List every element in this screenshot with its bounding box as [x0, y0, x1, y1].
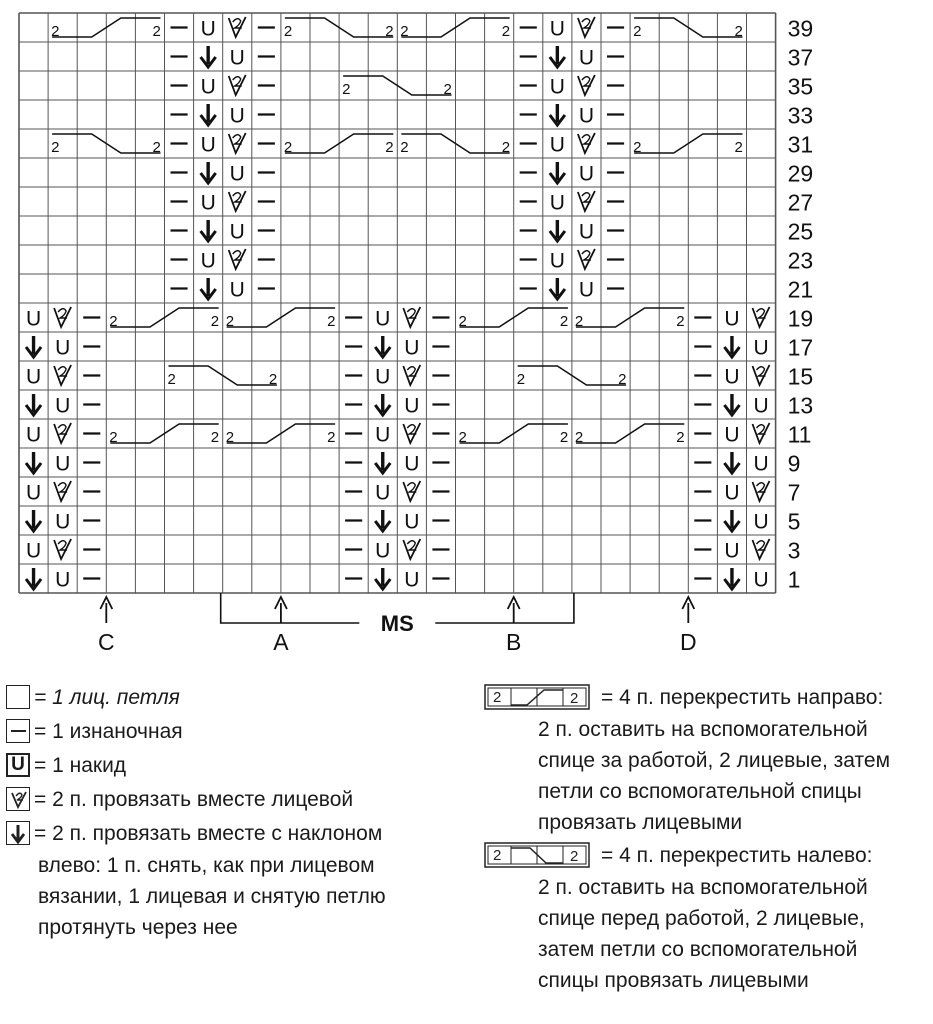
row-label: 17 [787, 334, 814, 361]
yarn-over-mark: U [229, 220, 245, 244]
yarn-over-mark: U [200, 17, 216, 41]
marker-label-b: B [506, 629, 522, 655]
row-label: 15 [787, 363, 814, 390]
cable-num: 2 [458, 429, 467, 446]
yarn-over-mark: U [724, 365, 740, 389]
marker-label-a: A [273, 629, 289, 655]
cable-num: 2 [167, 371, 176, 388]
yarn-over-mark: U [25, 423, 42, 447]
yarn-over-mark: U [404, 394, 420, 418]
yarn-over-mark: U [753, 394, 769, 418]
yarn-over-mark: U [375, 423, 391, 447]
yarn-over-mark: U [578, 278, 595, 302]
yarn-over-mark: U [404, 510, 420, 534]
legend-cross-left-text-5: спицы провязать лицевыми [538, 969, 809, 992]
yarn-over-mark: U [724, 307, 740, 331]
row-label: 7 [787, 479, 801, 506]
legend-cross-right-text-5: провязать лицевыми [538, 811, 743, 834]
yarn-over-mark: U [404, 336, 420, 360]
yarn-over-mark: U [578, 104, 595, 128]
cable-num: 2 [385, 23, 394, 40]
cross-left-num-left: 2 [493, 847, 502, 864]
ssk-symbol-icon [6, 821, 30, 845]
cable-num: 2 [676, 429, 685, 446]
cable-num: 2 [400, 23, 409, 40]
legend-knit-text: = 1 лиц. петля [34, 685, 180, 709]
cable-num: 2 [734, 139, 743, 156]
cable-num: 2 [109, 313, 118, 330]
legend-k2tog [6, 782, 446, 816]
legend-purl [6, 714, 446, 748]
legend-cross-right-text-1: = 4 п. перекрестить направо: [601, 685, 884, 709]
yarn-over-mark: U [549, 191, 565, 215]
yarn-over-mark: U [55, 568, 71, 592]
legend-yo-text: = 1 накид [34, 753, 127, 777]
row-label: 23 [787, 247, 814, 274]
legend-k2tog-text: = 2 п. провязать вместе лицевой [34, 787, 354, 811]
row-label: 27 [787, 189, 814, 216]
legend-cross-left [484, 838, 924, 872]
legend-cross-right-text-3: спице за работой, 2 лицевые, затем [538, 749, 891, 772]
cable-num: 2 [327, 313, 336, 330]
yarn-over-mark: U [25, 365, 42, 389]
cable-num: 2 [559, 429, 569, 446]
cross-right-num-right: 2 [570, 690, 579, 707]
marker-label-c: C [97, 629, 115, 655]
marker-label-d: D [679, 629, 697, 655]
k2tog-symbol-icon [6, 787, 30, 811]
legend-ssk-text-2: влево: 1 п. снять, как при лицевом [38, 854, 375, 877]
legend-ssk-text-1: = 2 п. провязать вместе с наклоном [34, 821, 383, 845]
yarn-over-mark: U [404, 568, 420, 592]
cross-right-symbol-icon [484, 684, 591, 710]
yarn-over-symbol-glyph: U [11, 754, 25, 775]
cable-num: 2 [109, 429, 118, 446]
row-label: 35 [787, 73, 814, 100]
row-label: 25 [787, 218, 814, 245]
legend-cross-left-text-1: = 4 п. перекрестить налево: [601, 843, 873, 867]
row-label: 19 [787, 305, 814, 332]
yarn-over-mark: U [229, 278, 245, 302]
yarn-over-mark: U [753, 336, 769, 360]
cable-num: 2 [516, 371, 526, 388]
yarn-over-mark: U [753, 510, 769, 534]
cable-num: 2 [559, 313, 569, 330]
cable-num: 2 [210, 313, 220, 330]
legend-knit [6, 680, 446, 714]
yarn-over-mark: U [229, 162, 245, 186]
cable-num: 2 [618, 371, 627, 388]
cable-num: 2 [210, 429, 220, 446]
legend-cross-right-text-4: петли со вспомогательной спицы [538, 780, 862, 803]
legend-right [484, 680, 924, 996]
row-label: 33 [787, 102, 814, 129]
yarn-over-mark: U [724, 481, 740, 505]
yarn-over-mark: U [375, 365, 391, 389]
repeat-label: MS [380, 611, 414, 636]
legend-cross-right [484, 680, 924, 714]
row-label: 39 [787, 15, 814, 42]
cable-num: 2 [574, 313, 584, 330]
row-label: 11 [787, 421, 812, 448]
cable-num: 2 [501, 23, 511, 40]
purl-symbol-icon [6, 719, 30, 743]
row-label: 37 [787, 44, 814, 71]
yarn-over-mark: U [200, 249, 216, 273]
cable-num: 2 [676, 313, 685, 330]
legend-left [6, 680, 446, 943]
cable-num: 2 [633, 139, 642, 156]
cable-num: 2 [225, 429, 235, 446]
yarn-over-mark: U [55, 510, 71, 534]
yarn-over-mark: U [578, 162, 595, 186]
cable-num: 2 [152, 139, 161, 156]
cross-right-num-left: 2 [493, 689, 502, 706]
yarn-over-mark: U [200, 75, 216, 99]
yarn-over-mark: U [724, 423, 740, 447]
yarn-over-symbol-icon [6, 753, 30, 777]
legend-cross-left-text-2: 2 п. оставить на вспомогательной [538, 876, 868, 899]
yarn-over-mark: U [25, 307, 42, 331]
row-label: 3 [787, 537, 801, 564]
cable-num: 2 [51, 139, 60, 156]
knit-symbol-icon [6, 685, 30, 709]
row-label: 13 [787, 392, 814, 419]
row-label: 29 [787, 160, 814, 187]
yarn-over-mark: U [375, 539, 391, 563]
yarn-over-mark: U [375, 481, 391, 505]
repeat-bracket-left [221, 593, 360, 623]
legend-cross-right-text-2: 2 п. оставить на вспомогательной [538, 718, 868, 741]
legend-ssk [6, 816, 446, 850]
yarn-over-mark: U [404, 452, 420, 476]
cable-num: 2 [152, 23, 161, 40]
legend-cross-left-text-3: спице перед работой, 2 лицевые, [538, 907, 865, 930]
row-label: 1 [787, 566, 801, 593]
cable-num: 2 [501, 139, 511, 156]
yarn-over-mark: U [578, 220, 595, 244]
cable-num: 2 [574, 429, 584, 446]
yarn-over-mark: U [55, 336, 71, 360]
yarn-over-mark: U [55, 394, 71, 418]
cable-num: 2 [225, 313, 235, 330]
yarn-over-mark: U [200, 191, 216, 215]
legend-ssk-text-3: вязании, 1 лицевая и снятую петлю [38, 885, 386, 908]
row-label: 5 [787, 508, 801, 535]
cable-num: 2 [327, 429, 336, 446]
yarn-over-mark: U [549, 75, 565, 99]
yarn-over-mark: U [549, 17, 565, 41]
row-label: 31 [787, 131, 814, 158]
yarn-over-mark: U [549, 133, 565, 157]
cable-num: 2 [51, 23, 60, 40]
yarn-over-mark: U [55, 452, 71, 476]
cable-num: 2 [734, 23, 743, 40]
cable-num: 2 [268, 371, 278, 388]
row-label: 9 [787, 450, 801, 477]
row-label: 21 [787, 276, 814, 303]
yarn-over-mark: U [753, 452, 769, 476]
cable-num: 2 [342, 81, 351, 98]
cable-num: 2 [458, 313, 467, 330]
cable-num: 2 [633, 23, 642, 40]
legend-purl-text: = 1 изнаночная [34, 719, 183, 743]
legend-yo [6, 748, 446, 782]
yarn-over-mark: U [200, 133, 216, 157]
repeat-bracket-right [435, 593, 574, 623]
cross-left-symbol-icon [484, 842, 591, 868]
yarn-over-mark: U [578, 46, 595, 70]
yarn-over-mark: U [229, 46, 245, 70]
cable-num: 2 [385, 139, 394, 156]
yarn-over-mark: U [229, 104, 245, 128]
legend-cross-left-text-4: затем петли со вспомогательной [538, 938, 858, 961]
yarn-over-mark: U [549, 249, 565, 273]
yarn-over-mark: U [25, 539, 42, 563]
legend-ssk-text-4: протянуть через нее [38, 916, 238, 939]
cable-num: 2 [443, 81, 452, 98]
yarn-over-mark: U [724, 539, 740, 563]
yarn-over-mark: U [375, 307, 391, 331]
cable-num: 2 [283, 139, 293, 156]
cable-num: 2 [400, 139, 409, 156]
cable-num: 2 [283, 23, 293, 40]
yarn-over-mark: U [25, 481, 42, 505]
cross-left-num-right: 2 [570, 848, 579, 865]
yarn-over-mark: U [753, 568, 769, 592]
